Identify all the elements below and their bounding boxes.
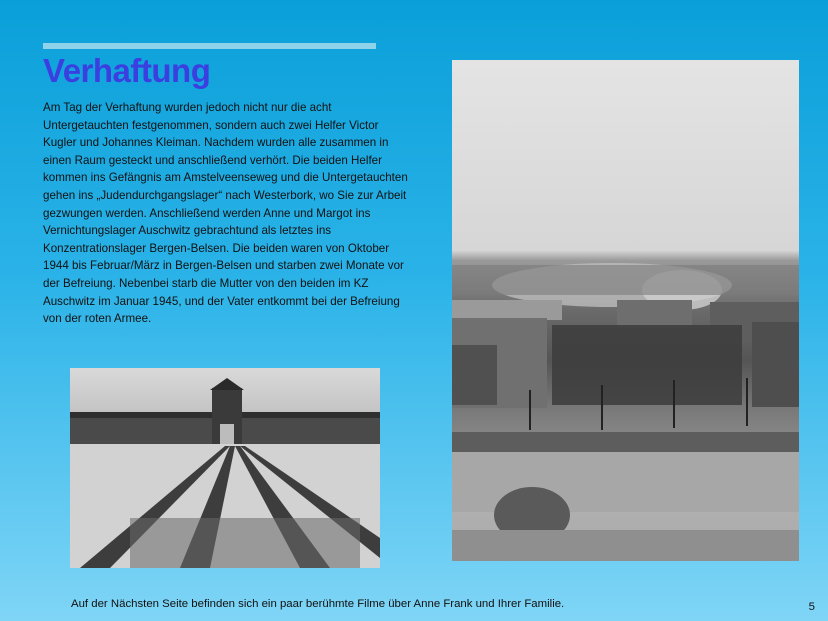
title-accent-bar <box>43 43 376 49</box>
auschwitz-gate-photo <box>70 368 380 568</box>
camp-photo <box>452 60 799 561</box>
slide-title: Verhaftung <box>43 52 211 89</box>
page-number: 5 <box>808 601 815 613</box>
footer-note: Auf der Nächsten Seite befinden sich ein paar berühmte Filme über Anne Frank und Ihrer Familie. <box>71 598 565 610</box>
body-paragraph: Am Tag der Verhaftung wurden jedoch nicht nur die acht Untergetauchten festgenommen, sondern auch zwei Helfer Victor Kugler und Johannes Kleiman. Nachdem wurden alle zusammen in einen Raum gesteckt und anschließend verhört. Die beiden Helfer kommen ins Gefängnis am Amstelveenseweg und die Untergetauchten gehen ins „Judendurchgangslager“ nach Westerbork, wo Sie zur Arbeit gezwungen werden. Anschließend werden Anne und Margot ins Vernichtungslager Auschwitz gebrachtund als letztes ins Konzentrationslager Bergen-Belsen. Die beiden waren von Oktober 1944 bis Februar/März in Bergen-Belsen und starben zwei Monate vor der Befreiung. Nebenbei starb die Mutter von den beiden im KZ Auschwitz im Januar 1945, und der Vater entkommt bei der Befreiung von der roten Armee. <box>43 101 408 326</box>
